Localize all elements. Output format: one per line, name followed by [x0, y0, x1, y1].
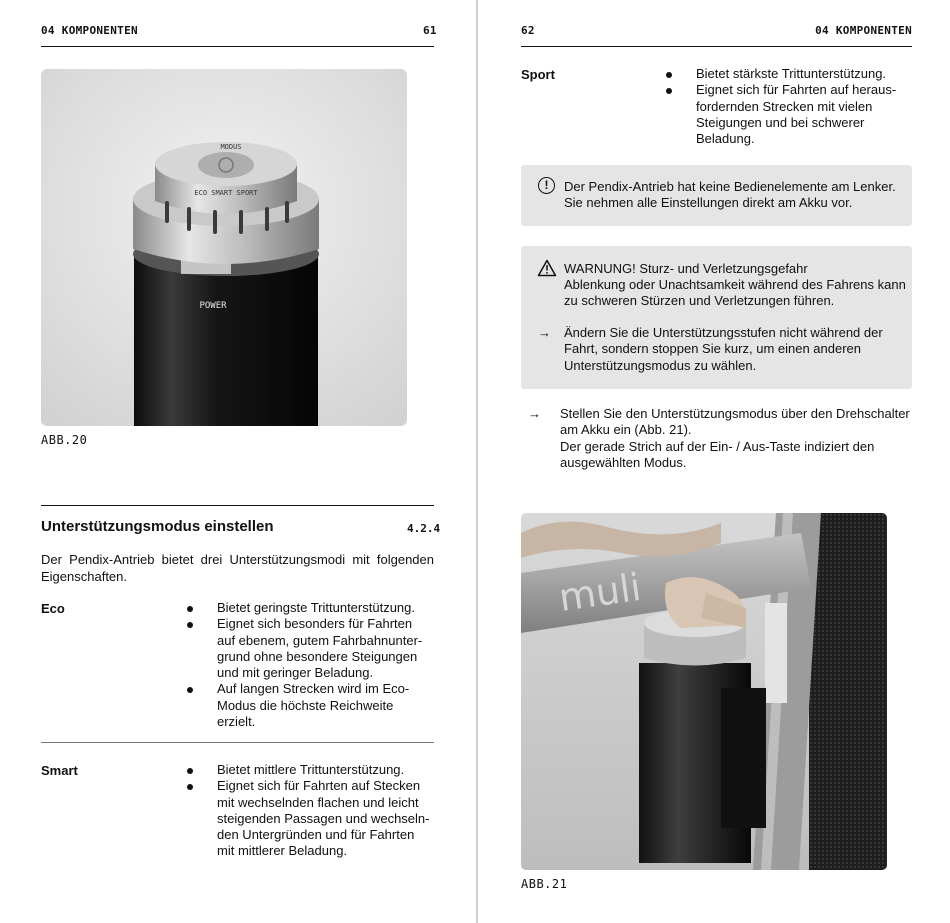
right-page: [478, 0, 950, 923]
warning-triangle-icon: [537, 259, 557, 277]
mode-eco-list: [186, 600, 432, 730]
device-label-modes: ECO SMART SPORT: [194, 189, 258, 197]
device-label-modus: MODUS: [220, 143, 242, 151]
arrow-icon: →: [538, 325, 551, 340]
running-head-title: 04 KOMPONENTEN: [41, 24, 138, 37]
warning-body: Ablenkung oder Unachtsamkeit während des Fahrens kann zu schweren Stürzen und Verletzungen führen.: [564, 277, 906, 309]
instruction-step: Stellen Sie den Unterstützungsmodus über den Drehschalter am Akku ein (Abb. 21).: [560, 406, 910, 438]
mode-sport-list: [665, 66, 911, 147]
list-item: Auf langen Strecken wird im Eco-Modus die höchste Reichweite erzielt.: [186, 681, 432, 730]
info-text: Der Pendix-Antrieb hat keine Bedienelemente am Lenker. Sie nehmen alle Einstellungen direkt am Akku vor.: [564, 179, 896, 211]
arrow-icon: →: [528, 406, 541, 421]
header-rule: [41, 46, 434, 47]
list-item: Bietet mittlere Trittunterstützung.: [186, 762, 432, 778]
list-item: Bietet stärkste Trittunterstützung.: [665, 66, 911, 82]
list-item: Eignet sich für Fahrten auf Stecken mit wechselnden flachen und leicht steigenden Passagen und wechseln-den Untergründen und für Fahrten mit mittlerer Beladung.: [186, 778, 432, 859]
warning-box: [521, 246, 912, 389]
instruction-note: Der gerade Strich auf der Ein- / Aus-Taste indiziert den ausgewählten Modus.: [560, 439, 875, 471]
list-item: Bietet geringste Trittunterstützung.: [186, 600, 432, 616]
info-icon: !: [538, 177, 555, 194]
section-title: Unterstützungsmodus einstellen: [41, 518, 274, 535]
section-intro: Der Pendix-Antrieb bietet drei Unterstützungsmodi mit folgenden Eigenschaften.: [41, 552, 434, 584]
warning-instruction: Ändern Sie die Unterstützungsstufen nicht während der Fahrt, sondern stoppen Sie kurz, um einen anderen Unterstützungsmodus zu wählen.: [564, 325, 883, 373]
figure-battery-photo: [41, 69, 407, 426]
figure-mounted-battery-photo: [521, 513, 887, 870]
mode-smart-list: [186, 762, 432, 860]
device-label-power: POWER: [199, 301, 227, 311]
mode-name-eco: Eco: [41, 601, 65, 616]
list-item: Eignet sich für Fahrten auf heraus-fordernden Strecken mit vielen Steigungen und bei schwerer Beladung.: [665, 82, 911, 147]
running-head-title: 04 KOMPONENTEN: [815, 24, 912, 37]
frame-logo: muli: [556, 564, 644, 620]
figure-caption: ABB.20: [41, 433, 88, 447]
mode-name-smart: Smart: [41, 763, 78, 778]
info-box: [521, 165, 912, 226]
page-number: 61: [423, 24, 437, 37]
warning-title: WARNUNG! Sturz- und Verletzungsgefahr: [564, 261, 808, 276]
mode-name-sport: Sport: [521, 67, 555, 82]
header-rule: [521, 46, 912, 47]
page-number: 62: [521, 24, 535, 37]
section-number: 4.2.4: [407, 522, 441, 535]
figure-caption: ABB.21: [521, 877, 568, 891]
list-item: Eignet sich besonders für Fahrten auf ebenem, gutem Fahrbahnunter-grund ohne besondere Steigungen und mit geringer Beladung.: [186, 616, 432, 681]
mode-divider: [41, 742, 434, 743]
section-rule: [41, 505, 434, 506]
